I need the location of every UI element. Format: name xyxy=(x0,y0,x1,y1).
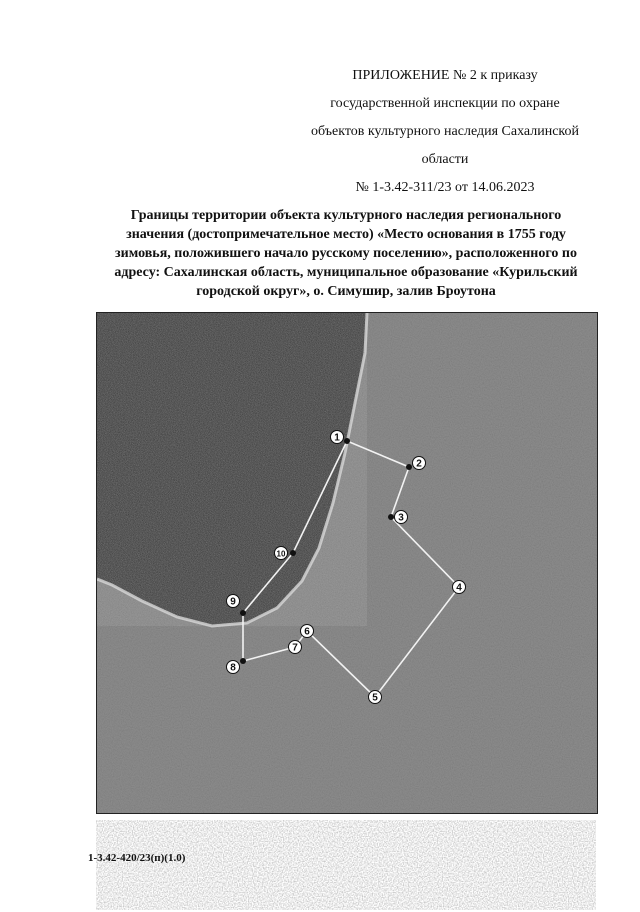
boundary-vertex xyxy=(406,464,412,470)
vertex-label: 2 xyxy=(416,458,422,470)
vertex-label: 4 xyxy=(456,582,462,594)
appendix-order-number: № 1-3.42-311/23 от 14.06.2023 xyxy=(355,180,535,195)
appendix-line: объектов культурного наследия Сахалинской xyxy=(311,124,579,139)
vertex-label: 8 xyxy=(230,662,236,674)
vertex-label: 7 xyxy=(292,642,298,654)
title-line: Границы территории объекта культурного наследия регионального xyxy=(130,208,562,223)
boundary-vertex xyxy=(344,438,350,444)
vertex-label: 6 xyxy=(304,626,310,638)
appendix-line: области xyxy=(421,152,469,167)
satellite-map xyxy=(96,312,598,814)
title-line: городской округ», о. Симушир, залив Броутона xyxy=(196,284,496,299)
vertex-label: 5 xyxy=(372,692,378,704)
document-code: 1-3.42-420/23(п)(1.0) xyxy=(88,852,186,864)
boundary-vertex xyxy=(388,514,394,520)
vertex-label: 3 xyxy=(398,512,404,524)
scan-artifact xyxy=(96,820,596,910)
vertex-label: 9 xyxy=(230,596,236,608)
boundary-vertex xyxy=(240,610,246,616)
appendix-line: государственной инспекции по охране xyxy=(330,96,560,111)
vertex-label: 10 xyxy=(276,549,286,559)
boundary-vertex xyxy=(240,658,246,664)
vertex-label: 1 xyxy=(334,432,340,444)
title-line: значения (достопримечательное место) «Место основания в 1755 году xyxy=(126,227,566,242)
appendix-header xyxy=(280,62,610,202)
title-line: зимовья, положившего начало русскому поселению», расположенного по xyxy=(115,246,577,261)
map-canvas xyxy=(97,313,597,813)
appendix-line: ПРИЛОЖЕНИЕ № 2 к приказу xyxy=(352,68,538,83)
title-line: адресу: Сахалинская область, муниципальное образование «Курильский xyxy=(114,265,578,280)
document-title xyxy=(86,206,606,301)
boundary-vertex xyxy=(290,550,296,556)
